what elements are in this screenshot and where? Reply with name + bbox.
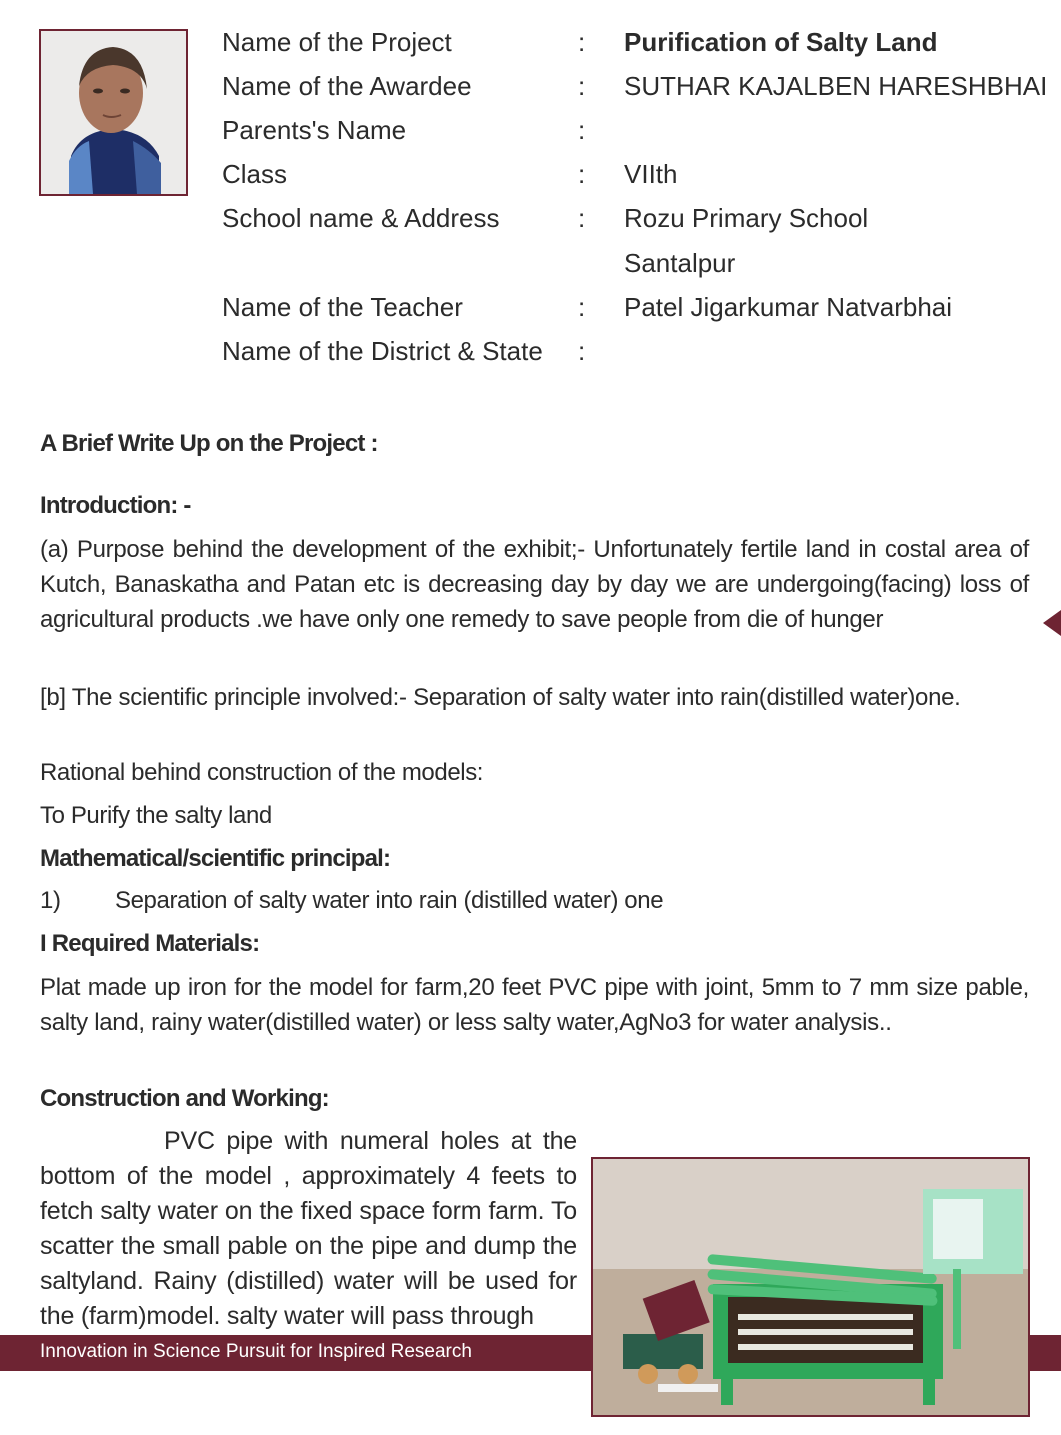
- writeup-title: A Brief Write Up on the Project :: [40, 430, 378, 457]
- detail-label: School name & Address: [222, 203, 500, 233]
- awardee-photo: [39, 29, 188, 196]
- detail-colon: :: [578, 115, 586, 145]
- project-name: Purification of Salty Land: [624, 27, 938, 57]
- detail-colon: :: [578, 27, 586, 57]
- detail-colon: :: [578, 159, 586, 189]
- rational-text: To Purify the salty land: [40, 802, 272, 829]
- detail-label: Name of the Teacher: [222, 292, 463, 322]
- math-item-text: Separation of salty water into rain (distilled water) one: [115, 887, 664, 914]
- detail-colon: :: [578, 336, 586, 366]
- model-photo: [591, 1157, 1030, 1417]
- footer-tagline: Innovation in Science Pursuit for Inspired Research: [40, 1341, 472, 1362]
- portrait-image: [41, 31, 186, 194]
- math-heading: Mathematical/scientific principal:: [40, 845, 391, 872]
- math-item-number: 1): [40, 887, 61, 914]
- class-value: VIIth: [624, 159, 678, 189]
- construction-paragraph: [40, 1124, 577, 1334]
- rational-label: Rational behind construction of the models:: [40, 759, 484, 786]
- materials-heading: I Required Materials:: [40, 930, 260, 957]
- detail-label: Name of the District & State: [222, 336, 543, 366]
- detail-colon: :: [578, 292, 586, 322]
- principle-paragraph: [b] The scientific principle involved:- Separation of salty water into rain(distilled water)one.: [40, 684, 961, 711]
- purpose-paragraph: (a) Purpose behind the development of the exhibit;- Unfortunately fertile land in costal area of Kutch, Banaskatha and Patan etc is decreasing day by day we are undergoing(facing) loss of agricultural products .we have only one remedy to save people from die of hunger: [40, 536, 1029, 633]
- school-name: Rozu Primary School: [624, 203, 869, 233]
- materials-paragraph: Plat made up iron for the model for farm,20 feet PVC pipe with joint, 5mm to 7 mm size pable, salty land, rainy water(distilled water) or less salty water,AgNo3 for water analysis..: [40, 974, 1029, 1036]
- detail-label: Name of the Project: [222, 27, 452, 57]
- awardee-name: SUTHAR KAJALBEN HARESHBHAI: [624, 71, 1048, 101]
- page-marker-arrow-icon: [1043, 610, 1061, 636]
- detail-label: Name of the Awardee: [222, 71, 472, 101]
- construction-heading: Construction and Working:: [40, 1085, 329, 1112]
- school-address: Santalpur: [624, 248, 736, 278]
- teacher-name: Patel Jigarkumar Natvarbhai: [624, 292, 953, 322]
- detail-label: Parents's Name: [222, 115, 407, 145]
- detail-colon: :: [578, 203, 586, 233]
- introduction-heading: Introduction: -: [40, 492, 191, 519]
- detail-label: Class: [222, 159, 288, 189]
- construction-text: PVC pipe with numeral holes at the bottom of the model , approximately 4 feets to fetch salty water on the fixed space form farm. To scatter the small pable on the pipe and dump the saltyland. Rainy (distilled) water will be used for the (farm)model. salty water will pass through: [40, 1127, 577, 1330]
- detail-colon: :: [578, 71, 586, 101]
- model-image: [593, 1159, 1028, 1415]
